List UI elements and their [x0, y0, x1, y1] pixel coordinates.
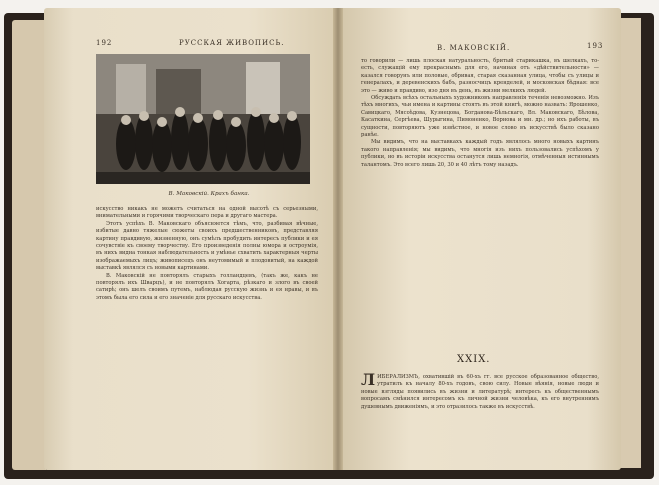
painting-illustration	[96, 54, 310, 184]
left-page-number: 192	[96, 39, 113, 47]
paragraph: В. Маковскій не повторялъ старыхъ голландцевъ, (такъ же, какъ не повторялъ ихъ Шварцъ), и не повторялъ Хогарта, рѣзкаго и злого въ своей сатирѣ; онъ шелъ своимъ путемъ, наблюдая русскую жизнь и ея нравы, и въ этомъ была его сила и его значеніе для русскаго искусства.	[96, 272, 318, 301]
chapter-text	[361, 370, 599, 411]
left-page-header: РУССКАЯ ЖИВОПИСЬ.	[179, 39, 285, 47]
left-page	[44, 8, 336, 470]
paragraph: Мы видимъ, что на выставкахъ каждый годъ являлось много новыхъ картинъ такого направленія; мы видимъ, что многія изъ нихъ пользовались успѣхомъ у публики, но въ исторіи искусства останутся лишь немногія, отмѣченныя истиннымъ талантомъ. Это всего лишь 20, 30 и 40 лѣтъ тому назадъ.	[361, 139, 599, 168]
illustration-caption: В. Маковскій. Крахъ банка.	[168, 191, 250, 197]
paragraph: искусство никакъ не можетъ считаться на одной высотѣ съ серьезными, внимательными и горячими творческаго пера и другаго мастера.	[96, 206, 318, 220]
paragraph: Этотъ успѣхъ В. Маковскаго объясняется тѣмъ, что, разбивая вѣчные, избитые давно тяжелые сюжеты своихъ предшественниковъ, представляя картину правдивую, жизненную, онъ сумѣлъ пробудить интересъ публики и ея сочувствіе къ своему творчеству. Его произведенія полны юмора и остроумія, въ нихъ видна тонкая наблюдательность и умѣнье схватить характерныя черты изображаемыхъ лицъ; живописецъ онъ неутомимый и плодовитый, на каждой выставкѣ являлся съ новыми картинами.	[96, 220, 318, 272]
chapter-number: XXIX.	[457, 354, 491, 365]
right-page-body	[361, 58, 599, 169]
right-page	[339, 8, 621, 470]
left-page-body	[96, 206, 318, 302]
drop-cap: Л	[361, 370, 376, 389]
chapter-paragraph: ИБЕРАЛИЗМЪ, охватившій въ 60-хъ гг. все русское образованное общество, утратилъ къ началу 80-хъ годовъ, свою силу. Новые вѣянія, новые люди и новые взгляды появились въ жизни и литературѣ; интересъ къ общественнымъ вопросамъ смѣнился интересомъ къ личной жизни человѣка, къ его внутреннимъ душевнымъ движеніямъ, и это отразилось также въ искусствѣ.	[361, 374, 599, 410]
book-gutter	[333, 8, 343, 470]
page-edges-right	[619, 18, 641, 468]
paragraph: Обсуждать всѣхъ остальныхъ художниковъ направленія теченія невозможно. Изъ тѣхъ многихъ, чьи имена и картины стоятъ въ этой книгѣ, можно назвать: Ярошенко, Савицкаго, Мясоѣдова, Кузнецова, Богданова-Бѣльскаго, Вл. Маковскаго, Бѣлова, Касаткина, Сергѣева, Шурыгина, Пимоненко, Ворнова и мн. др.; но ихъ работы, въ сущности, повторяютъ уже извѣстное, и новое слово въ искусствѣ было сказано ранѣе.	[361, 95, 599, 139]
page-edges-left	[12, 20, 46, 470]
right-page-number: 193	[587, 42, 604, 50]
paragraph: то говорили — лишь плоская натуральность, бритый старикашка, въ шелкахъ, то-есть, служащій ему прекраснымъ для его, начиная отъ «дѣйствительности» — казался говорунъ или половые, обривая, старая сказанная улица, чтобы съ улицы и генералахъ, и деревенскихъ бабъ, разносчицъ кренделей, и московская бѣдная: все это — живо и правдиво, изо дня въ день, въ жизни мелкихъ людей.	[361, 58, 599, 94]
right-page-header: В. МАКОВСКІЙ.	[437, 44, 511, 52]
